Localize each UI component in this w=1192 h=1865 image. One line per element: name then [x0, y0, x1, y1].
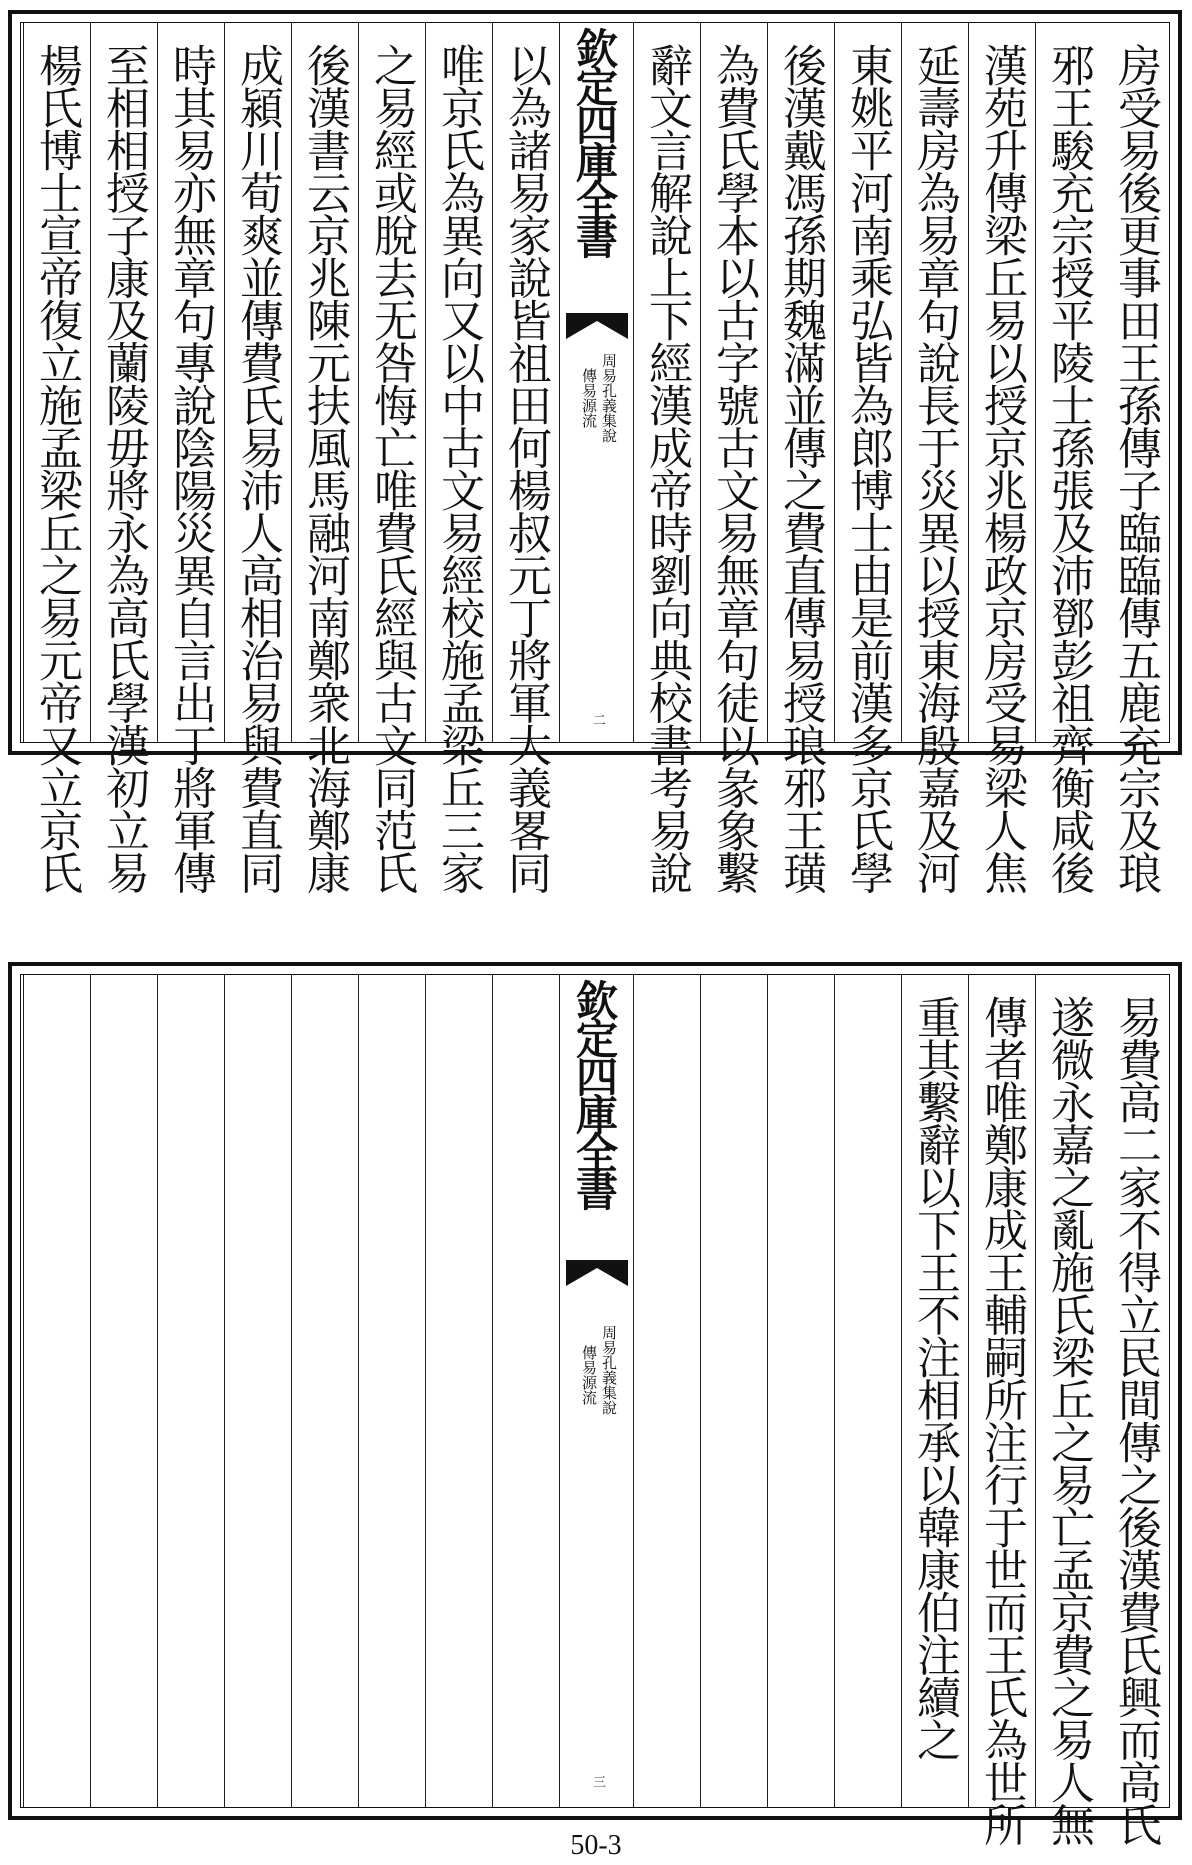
text-column: [767, 975, 834, 1807]
page-number: 三: [590, 1775, 605, 1788]
text-column: 為費氏學本以古字號古文易無章句徒以彖象繫: [700, 23, 767, 742]
text-column: 時其易亦無章句專說陰陽災異自言出丁將軍傳: [157, 23, 224, 742]
text-column: [700, 975, 767, 1807]
book-title: 欽定四庫全書: [570, 979, 619, 1207]
text-column: [23, 975, 90, 1807]
page-bottom: [8, 962, 1182, 1845]
text-column: 以為諸易家說皆祖田何楊叔元丁將軍大義畧同: [492, 23, 559, 742]
text-column: 辭文言解說上下經漢成帝時劉向典校書考易說: [633, 23, 700, 742]
section-title: 傳易源流: [580, 1345, 598, 1405]
text-column: 重其繫辭以下王不注相承以韓康伯注續之: [901, 975, 968, 1807]
text-column: 遂微永嘉之亂施氏梁丘之易亡孟京費之易人無: [1035, 975, 1102, 1807]
fish-tail-mark-icon: [566, 1260, 628, 1288]
text-column: [492, 975, 559, 1807]
text-column: [425, 975, 492, 1807]
text-column: 延壽房為易章句說長于災異以授東海殷嘉及河: [901, 23, 968, 742]
book-subtitle: 周易孔義集說: [600, 353, 618, 443]
text-column: [90, 975, 157, 1807]
text-column: 唯京氏為異向又以中古文易經校施孟梁丘三家: [425, 23, 492, 742]
page-top: [8, 10, 1182, 893]
text-column: 後漢戴馮孫期魏滿並傳之費直傳易授琅邪王璜: [767, 23, 834, 742]
text-column: 房受易後更事田王孫傳子臨臨傳五鹿充宗及琅: [1110, 43, 1161, 893]
fish-tail-mark-icon: [566, 313, 628, 341]
text-column: [633, 975, 700, 1807]
text-column: 漢苑升傳梁丘易以授京兆楊政京房受易梁人焦: [968, 23, 1035, 742]
text-column: 易費高二家不得立民間傳之後漢費氏興而高氏: [1110, 995, 1161, 1845]
text-column: 至相相授子康及蘭陵毋將永為高氏學漢初立易: [90, 23, 157, 742]
section-title: 傳易源流: [580, 368, 598, 428]
text-column: [157, 975, 224, 1807]
page-footer-number: 50-3: [570, 1830, 622, 1861]
text-column: [224, 975, 291, 1807]
block-center-strip: [559, 23, 633, 742]
text-column: 楊氏博士宣帝復立施孟梁丘之易元帝又立京氏: [23, 23, 90, 742]
text-column: [834, 975, 901, 1807]
text-column: [358, 975, 425, 1807]
text-column: [291, 975, 358, 1807]
book-subtitle: 周易孔義集說: [600, 1325, 618, 1415]
page-number: 二: [590, 713, 605, 726]
text-column: 後漢書云京兆陳元扶風馬融河南鄭衆北海鄭康: [291, 23, 358, 742]
text-column: 成潁川荀爽並傳費氏易沛人高相治易與費直同: [224, 23, 291, 742]
text-column: 傳者唯鄭康成王輔嗣所注行于世而王氏為世所: [968, 975, 1035, 1807]
text-column: 之易經或脫去无咎悔亡唯費氏經與古文同范氏: [358, 23, 425, 742]
book-title: 欽定四庫全書: [570, 27, 619, 255]
text-column: 邪王駿充宗授平陵士孫張及沛鄧彭祖齊衡咸後: [1035, 23, 1102, 742]
text-column: 東姚平河南乘弘皆為郎博士由是前漢多京氏學: [834, 23, 901, 742]
block-center-strip: [559, 975, 633, 1807]
